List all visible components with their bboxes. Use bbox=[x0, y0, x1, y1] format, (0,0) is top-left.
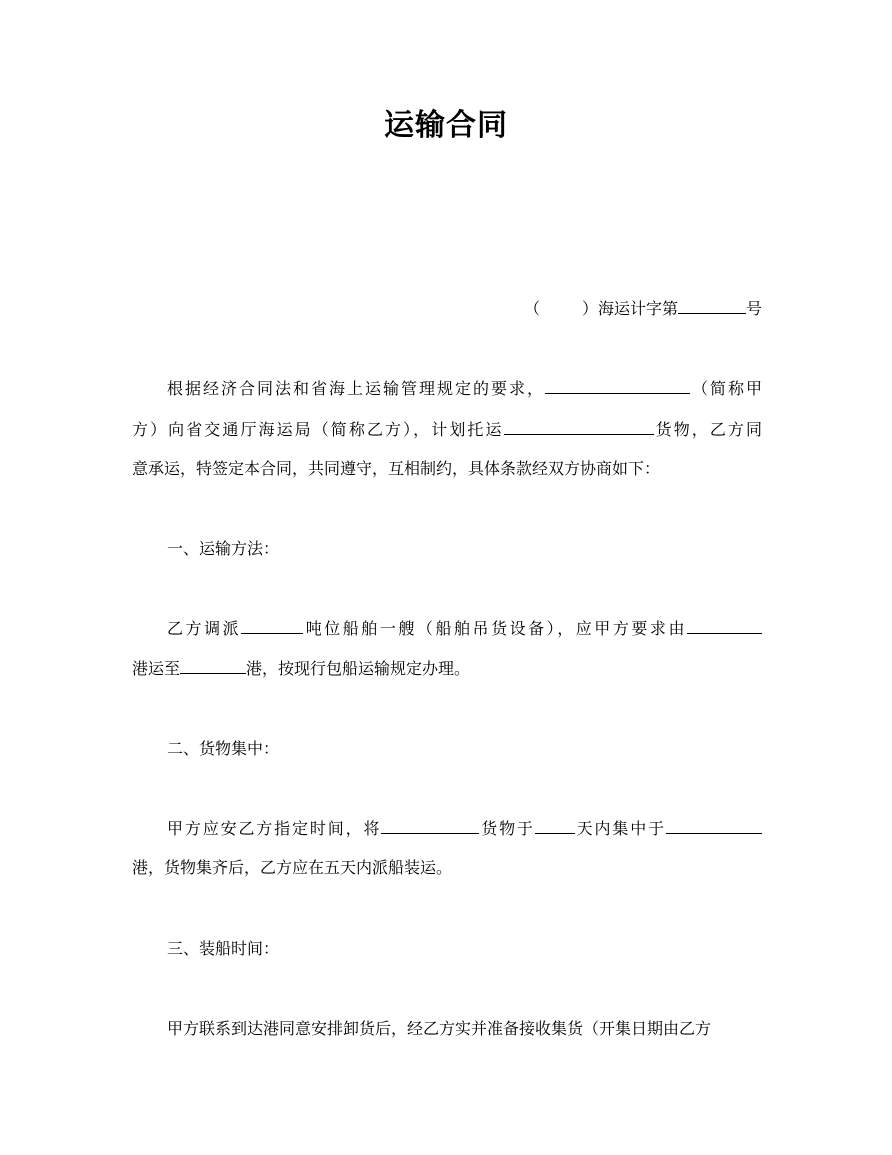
reference-suffix: 号 bbox=[745, 299, 762, 318]
preamble-line-3: 意承运，特签定本合同，共同遵守，互相制约，具体条款经双方协商如下： bbox=[132, 459, 661, 478]
section-3-line-1: 甲方联系到达港同意安排卸货后，经乙方实并准备接收集货（开集日期由乙方 bbox=[167, 1019, 712, 1038]
document-title: 运输合同 bbox=[384, 108, 508, 143]
section-1-line-2: 港运至 港，按现行包船运输规定办理。 bbox=[132, 659, 471, 678]
reference-line bbox=[132, 298, 762, 320]
reference-open-paren: （ bbox=[523, 299, 540, 318]
cargo-blank bbox=[504, 419, 654, 435]
reference-label: ）海运计字第 bbox=[581, 299, 678, 318]
reference-number-blank bbox=[678, 298, 746, 314]
section-2-line-1: 甲方应安乙方指定时间，将 货物于 天内集中于 bbox=[132, 818, 762, 840]
section-2-heading: 二、货物集中： bbox=[167, 739, 280, 758]
section-1-heading: 一、运输方法： bbox=[167, 539, 280, 558]
section-1-line-1: 乙方调派 吨位船舶一艘（船舶吊货设备），应甲方要求由 bbox=[132, 618, 762, 640]
section-2-line-2: 港，货物集齐后，乙方应在五天内派船装运。 bbox=[132, 858, 453, 877]
party-a-blank bbox=[545, 378, 690, 394]
collection-port-blank bbox=[666, 818, 762, 834]
preamble-line-1: 根据经济合同法和省海上运输管理规定的要求， （简称甲 bbox=[167, 379, 762, 398]
days-blank bbox=[535, 818, 575, 834]
cargo-quantity-blank bbox=[381, 818, 479, 834]
tonnage-blank bbox=[241, 618, 303, 634]
section-3-heading: 三、装船时间： bbox=[167, 939, 280, 958]
origin-port-blank bbox=[687, 618, 762, 634]
preamble-line-2: 方）向省交通厅海运局（简称乙方），计划托运 货物，乙方同 bbox=[132, 420, 762, 439]
destination-port-blank bbox=[180, 658, 246, 674]
